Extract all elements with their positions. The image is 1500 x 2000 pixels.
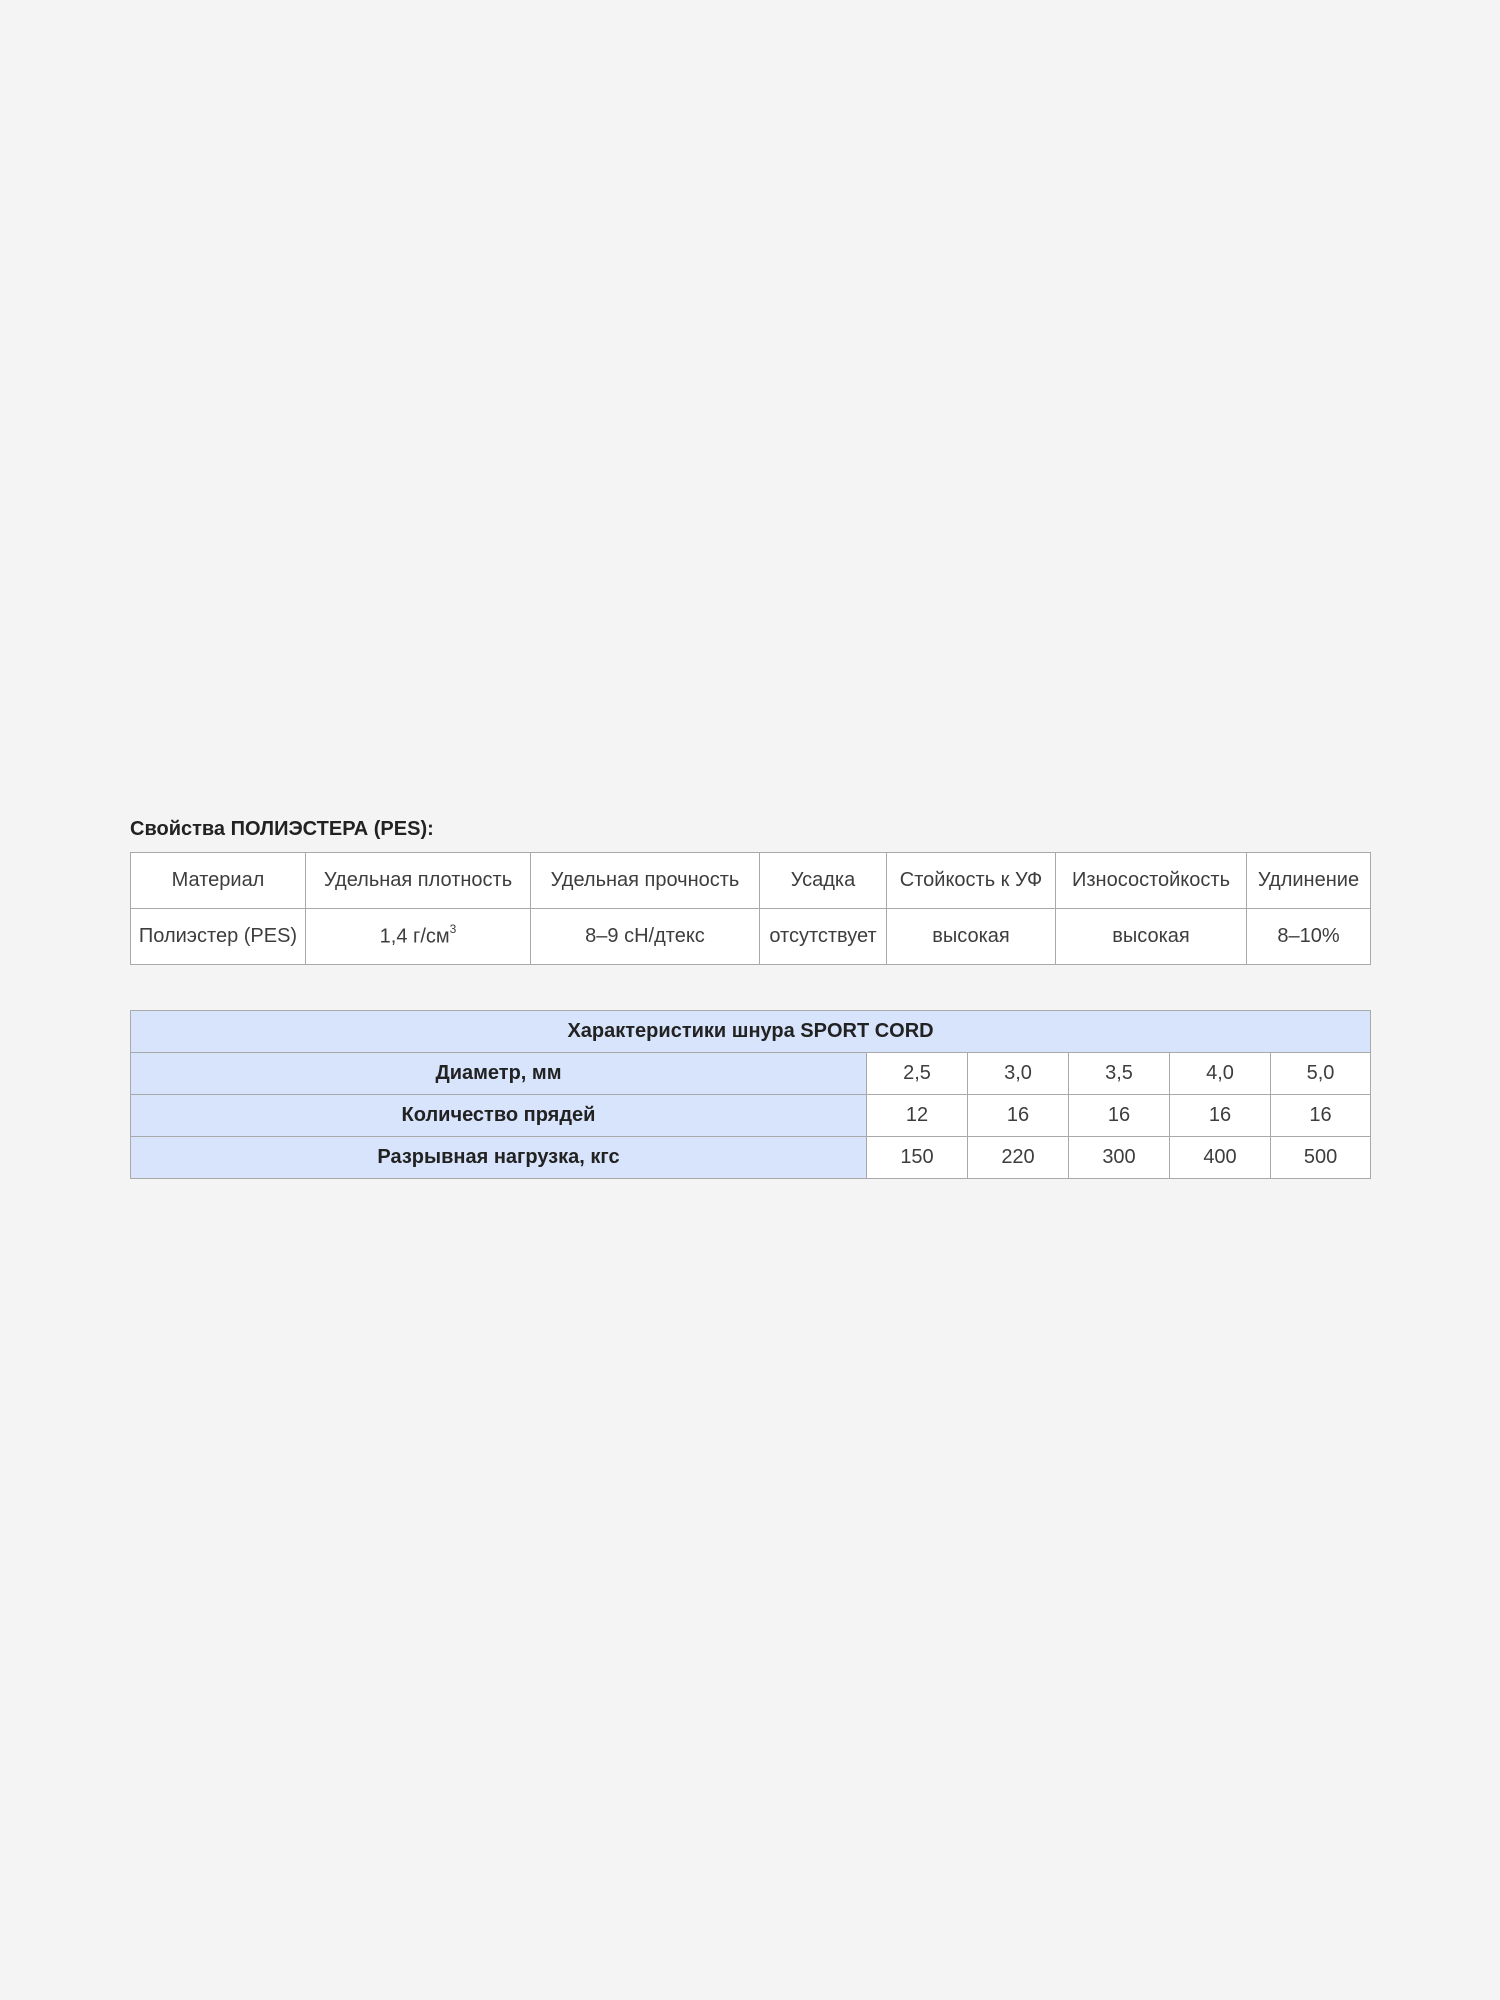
table-row [131, 1137, 1371, 1179]
cell-elongation: 8–10% [1247, 909, 1371, 965]
caption-row [131, 1011, 1371, 1053]
cell-uv: высокая [887, 909, 1056, 965]
row-label-diameter: Диаметр, мм [131, 1053, 867, 1095]
table-cell: 3,0 [968, 1053, 1069, 1095]
table-row [131, 1095, 1371, 1137]
table-cell: 16 [1271, 1095, 1371, 1137]
row-label-breaking-load: Разрывная нагрузка, кгс [131, 1137, 867, 1179]
cell-wear: высокая [1056, 909, 1247, 965]
table-cell: 16 [1069, 1095, 1170, 1137]
header-cell-density: Удельная плотность [306, 853, 531, 909]
table-cell: 400 [1170, 1137, 1271, 1179]
cell-shrinkage: отсутствует [760, 909, 887, 965]
table-cell: 220 [968, 1137, 1069, 1179]
density-exponent: 3 [449, 922, 457, 937]
table-caption: Характеристики шнура SPORT CORD [131, 1011, 1371, 1053]
table-cell: 500 [1271, 1137, 1371, 1179]
cell-strength: 8–9 сН/дтекс [531, 909, 760, 965]
table-row [131, 909, 1371, 965]
cell-density [306, 909, 531, 965]
table-cell: 300 [1069, 1137, 1170, 1179]
header-cell-elongation: Удлинение [1247, 853, 1371, 909]
table-cell: 16 [968, 1095, 1069, 1137]
table-cell: 3,5 [1069, 1053, 1170, 1095]
sport-cord-table [130, 1010, 1371, 1179]
header-cell-material: Материал [131, 853, 306, 909]
table-cell: 5,0 [1271, 1053, 1371, 1095]
table-cell: 4,0 [1170, 1053, 1271, 1095]
table-cell: 2,5 [867, 1053, 968, 1095]
polyester-properties-table [130, 852, 1371, 965]
table-header-row [131, 853, 1371, 909]
table-cell: 16 [1170, 1095, 1271, 1137]
density-value: 1,4 г/см [379, 925, 450, 948]
table-cell: 150 [867, 1137, 968, 1179]
header-cell-shrinkage: Усадка [760, 853, 887, 909]
row-label-strands: Количество прядей [131, 1095, 867, 1137]
header-cell-wear: Износостойкость [1056, 853, 1247, 909]
header-cell-strength: Удельная прочность [531, 853, 760, 909]
table-row [131, 1053, 1371, 1095]
header-cell-uv: Стойкость к УФ [887, 853, 1056, 909]
cell-material: Полиэстер (PES) [131, 909, 306, 965]
properties-title: Свойства ПОЛИЭСТЕРА (PES): [130, 818, 434, 840]
table-cell: 12 [867, 1095, 968, 1137]
